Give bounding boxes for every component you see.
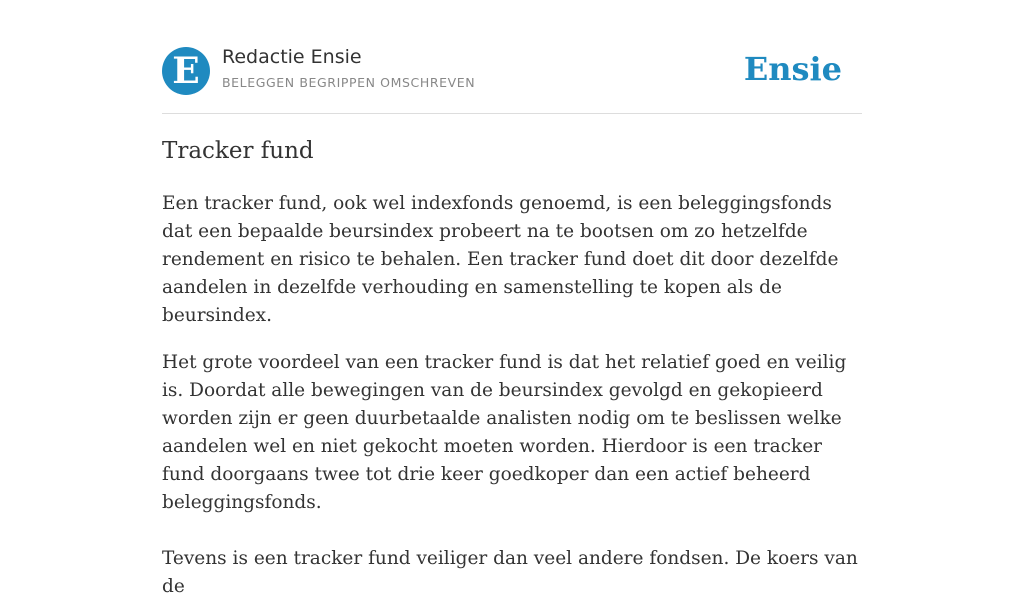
article-paragraph: Tevens is een tracker fund veiliger dan veel andere fondsen. De koers van de: [162, 548, 858, 597]
article-paragraph: Het grote voordeel van een tracker fund is dat het relatief goed en veilig is. Doordat alle bewegingen van de beursindex gevolgd en gekopieerd worden zijn er geen duurbetaalde analisten nodig om te beslissen welke aandelen wel en niet gekocht moeten worden. Hierdoor is een tracker fund doorgaans twee tot drie keer goedkoper dan een actief beheerd beleggingsfonds.: [162, 352, 847, 513]
author-header: [162, 46, 862, 96]
article-body: [162, 190, 862, 601]
brand-logo[interactable]: Ensie: [743, 50, 842, 88]
article-paragraph: Een tracker fund, ook wel indexfonds genoemd, is een beleggingsfonds dat een bepaalde beursindex probeert na te bootsen om zo hetzelfde rendement en risico te behalen. Een tracker fund doet dit door dezelfde aandelen in dezelfde verhouding en samenstelling te kopen als de beursindex.: [162, 193, 839, 326]
article-title: Tracker fund: [162, 138, 314, 164]
author-name[interactable]: Redactie Ensie: [222, 46, 362, 68]
author-tagline: BELEGGEN BEGRIPPEN OMSCHREVEN: [222, 75, 476, 90]
header-divider: [162, 113, 862, 114]
author-avatar[interactable]: E: [162, 47, 210, 95]
